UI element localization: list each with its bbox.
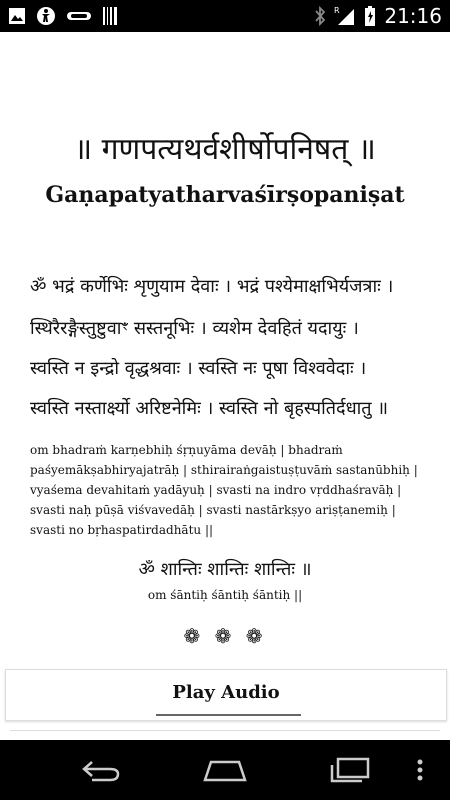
verse-line: ॐ भद्रं कर्णेभिः शृणुयाम देवाः । भद्रं पश्येमाक्षभिर्यजत्राः ।: [30, 276, 394, 297]
barcode-icon: [102, 6, 118, 26]
button-underline: [156, 714, 301, 716]
transliteration-line: paśyemākṣabhiryajatrāḥ | sthirairaṅgaistuṣṭuvāṁ sastanūbhiḥ |: [30, 463, 418, 477]
shanti-devanagari: ॐ शान्तिः शान्तिः शान्तिः ॥: [138, 559, 312, 580]
transliteration-line: svasti no bṛhaspatirdadhātu ||: [30, 523, 214, 537]
divider: [10, 730, 440, 731]
transliteration-line: svasti naḥ pūṣā viśvavedāḥ | svasti nastārkṣyo ariṣṭanemiḥ |: [30, 503, 396, 517]
play-audio-label: Play Audio: [172, 682, 280, 703]
home-button[interactable]: [195, 755, 255, 785]
transliteration-line: vyaśema devahitaṁ yadāyuḥ | svasti na indro vṛddhaśravāḥ |: [30, 483, 402, 497]
recents-button[interactable]: [320, 755, 380, 785]
battery-icon: [364, 5, 376, 27]
verse-line: स्वस्ति नस्तार्क्ष्यो अरिष्टनेमिः । स्वस्ति नो बृहस्पतिर्दधातु ॥: [30, 398, 389, 419]
pill-icon: [66, 9, 92, 23]
verse-line: स्थिरैरङ्गैस्तुष्टुवाꣳ सस्तनूभिः । व्यशेम देवहितं यदायुः ।: [30, 318, 359, 339]
bluetooth-icon: [314, 5, 326, 27]
system-icons: [314, 4, 442, 28]
overflow-menu-button[interactable]: [400, 755, 440, 785]
back-button[interactable]: [70, 755, 130, 785]
transliteration-line: om bhadraṁ karṇebhiḥ śṛṇuyāma devāḥ | bhadraṁ: [30, 443, 343, 457]
recents-icon: [328, 757, 372, 783]
title-roman: Gaṇapatyatharvaśīrṣopaniṣat: [45, 182, 405, 208]
accessibility-icon: [36, 6, 56, 26]
notification-icons: [8, 6, 118, 26]
flower-ornament-icon: ❁ ❁ ❁: [183, 624, 267, 648]
image-icon: [8, 7, 26, 25]
status-bar: [0, 0, 450, 32]
back-icon: [78, 758, 122, 782]
scroll-content[interactable]: [0, 32, 450, 662]
signal-icon: [334, 5, 356, 27]
overflow-menu-icon: [416, 758, 424, 782]
verse-line: स्वस्ति न इन्द्रो वृद्धश्रवाः । स्वस्ति नः पूषा विश्ववेदाः ।: [30, 358, 367, 379]
svg-text:R: R: [334, 6, 340, 15]
play-audio-button[interactable]: [5, 669, 447, 721]
navigation-bar: [0, 740, 450, 800]
shanti-roman: om śāntiḥ śāntiḥ śāntiḥ ||: [147, 588, 303, 602]
clock: 21:16: [384, 4, 442, 28]
transliteration-block: [30, 440, 420, 540]
home-icon: [201, 758, 249, 782]
title-devanagari: ॥ गणपत्यथर्वशीर्षोपनिषत् ॥: [74, 132, 376, 167]
